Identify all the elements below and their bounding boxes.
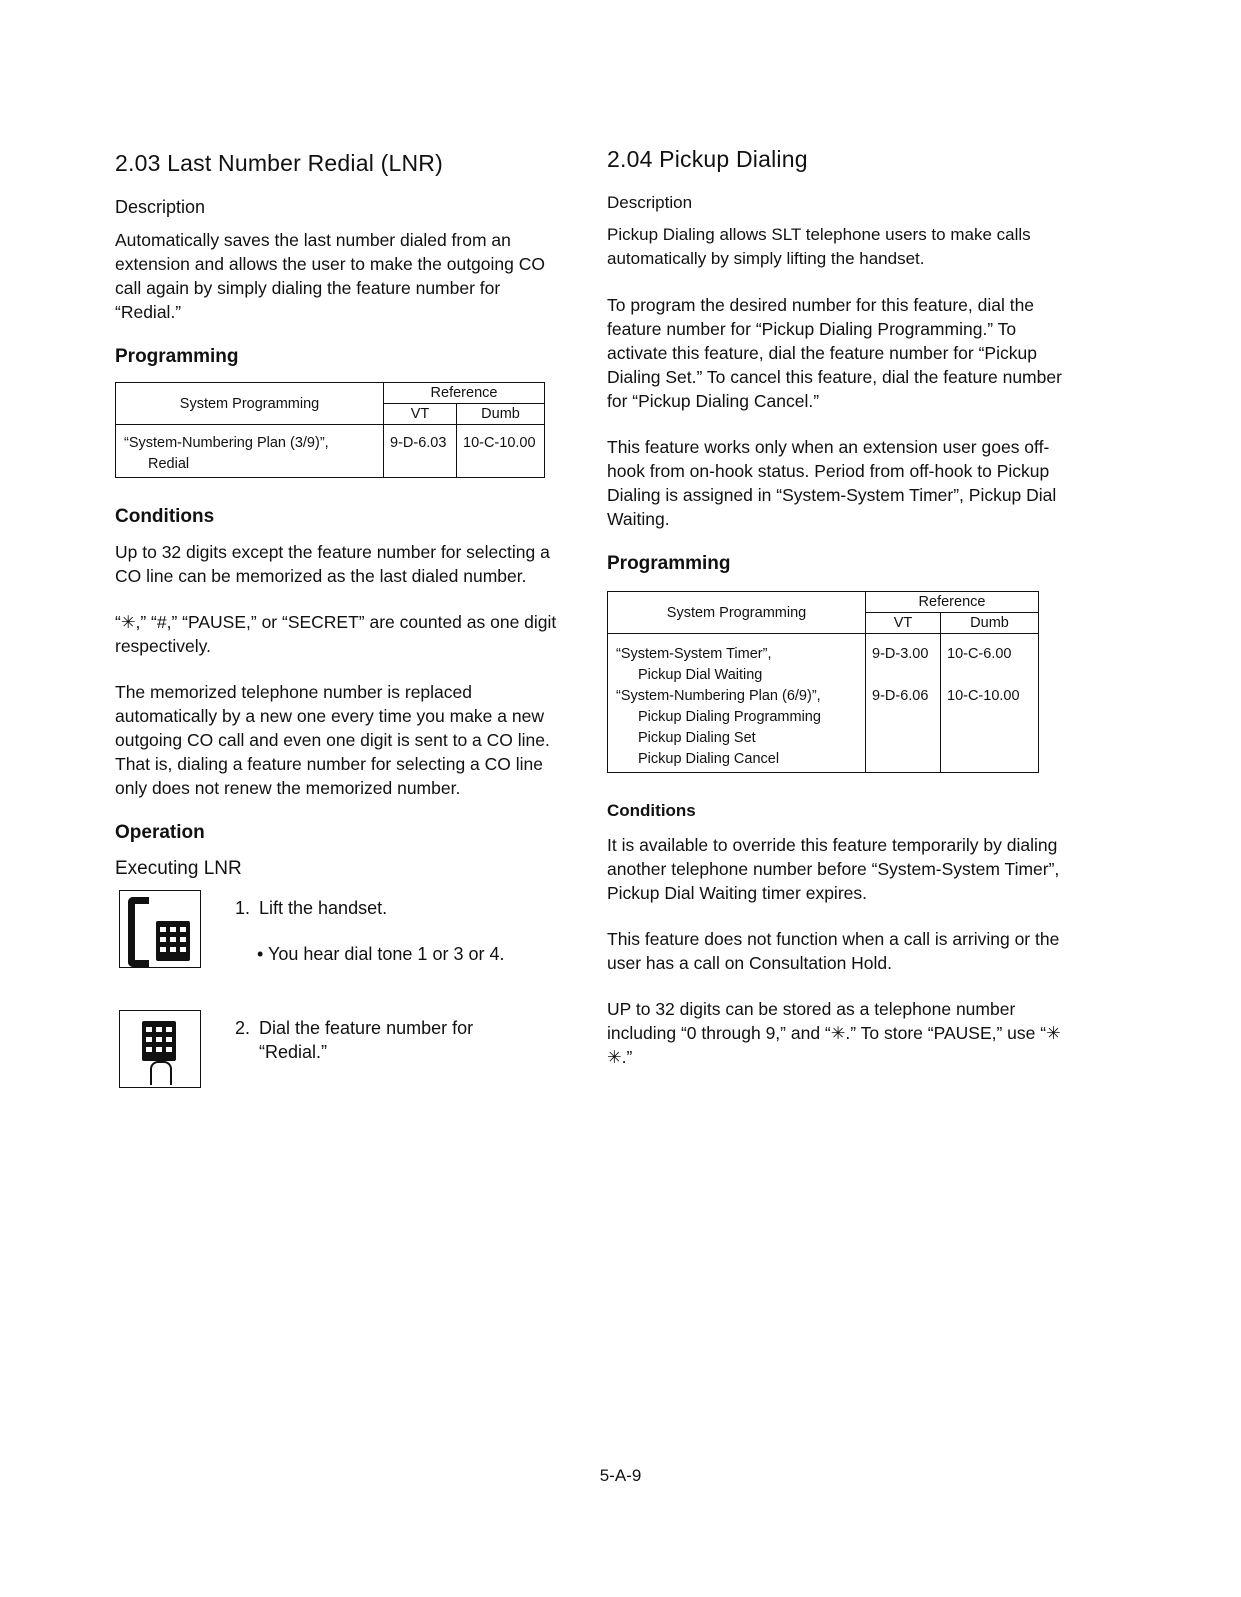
- off-hook-phone-icon: [119, 890, 201, 968]
- row-vt-2: 9-D-6.06: [872, 688, 929, 704]
- keypad-icon: [156, 921, 190, 961]
- row-line: Pickup Dialing Programming: [638, 709, 821, 725]
- conditions-text-3: The memorized telephone number is replaced automatically by a new one every time you make a new outgoing CO call and even one digit is sent to a CO line. That is, dialing a feature number for selecting a CO line only does not renew the memorized number.: [115, 682, 550, 798]
- row-line: “System-Numbering Plan (6/9)”,: [616, 688, 821, 704]
- description-text: Automatically saves the last number dialed from an extension and allows the user to make the outgoing CO call again by simply dialing the feature number for “Redial.”: [115, 230, 545, 322]
- programming-table: [607, 591, 1039, 773]
- row-dumb-1: 10-C-6.00: [947, 646, 1012, 662]
- step-instruction: Dial the feature number for: [259, 1018, 474, 1038]
- description-text-1: Pickup Dialing allows SLT telephone users to make calls automatically by simply lifting the handset.: [607, 225, 1031, 268]
- col-vt: VT: [384, 404, 457, 425]
- operation-step-1: [115, 890, 565, 1002]
- col-dumb: Dumb: [457, 404, 545, 425]
- table-row: [608, 634, 1039, 773]
- finger-icon: [150, 1061, 172, 1085]
- dialing-phone-icon: [119, 1010, 201, 1088]
- programming-heading: Programming: [115, 346, 239, 367]
- description-heading: Description: [115, 197, 206, 217]
- row-line: Pickup Dialing Set: [638, 730, 756, 746]
- row-dumb-2: 10-C-10.00: [947, 688, 1020, 704]
- row-line: “System-Numbering Plan (3/9)”,: [124, 435, 329, 451]
- step-number: 1.: [235, 898, 251, 918]
- conditions-text-1: It is available to override this feature temporarily by dialing another telephone number before “System-System Timer”, Pickup Dial Waiting timer expires.: [607, 835, 1060, 903]
- left-column: [115, 150, 565, 1122]
- row-line: Pickup Dial Waiting: [638, 667, 763, 683]
- row-line: “System-System Timer”,: [616, 646, 772, 662]
- col-system-programming: System Programming: [608, 592, 866, 634]
- programming-table: [115, 382, 545, 478]
- right-column: [607, 146, 1067, 1091]
- row-line: Pickup Dialing Cancel: [638, 751, 780, 767]
- description-text-2: To program the desired number for this feature, dial the feature number for “Pickup Dialing Programming.” To activate this feature, dial the feature number for “Pickup Dialing Set.” To cancel this feature, dial the feature number for “Pickup Dialing Cancel.”: [607, 295, 1062, 411]
- conditions-text-1: Up to 32 digits except the feature number for selecting a CO line can be memorized as the last dialed number.: [115, 542, 550, 586]
- conditions-heading: Conditions: [115, 506, 215, 527]
- col-reference: Reference: [384, 383, 545, 404]
- conditions-text-2: This feature does not function when a call is arriving or the user has a call on Consultation Hold.: [607, 929, 1060, 973]
- step-number: 2.: [235, 1018, 251, 1038]
- handset-icon: [128, 897, 149, 967]
- row-item: [608, 634, 866, 773]
- step-note: • You hear dial tone 1 or 3 or 4.: [257, 944, 505, 964]
- col-vt: VT: [866, 613, 941, 634]
- step-instruction: Lift the handset.: [259, 898, 388, 918]
- col-system-programming: System Programming: [116, 383, 384, 425]
- programming-heading: Programming: [607, 553, 731, 574]
- page-number: 5-A-9: [599, 1466, 642, 1485]
- operation-heading: Operation: [115, 822, 205, 843]
- col-dumb: Dumb: [941, 613, 1039, 634]
- description-heading: Description: [607, 193, 693, 212]
- conditions-text-2: “✳,” “#,” “PAUSE,” or “SECRET” are counted as one digit respectively.: [115, 612, 557, 656]
- step-2-text: [235, 1016, 473, 1064]
- step-1-text: [235, 896, 504, 966]
- section-title-lnr: 2.03 Last Number Redial (LNR): [115, 150, 443, 176]
- row-vt: [866, 634, 941, 773]
- section-title-pickup: 2.04 Pickup Dialing: [607, 146, 808, 172]
- operation-step-2: [115, 1010, 565, 1122]
- keypad-icon: [142, 1021, 176, 1061]
- step-instruction: “Redial.”: [259, 1042, 328, 1062]
- row-dumb: [941, 634, 1039, 773]
- col-reference: Reference: [866, 592, 1039, 613]
- row-vt: 9-D-6.03: [384, 425, 457, 478]
- row-dumb: 10-C-10.00: [457, 425, 545, 478]
- conditions-text-3: UP to 32 digits can be stored as a telephone number including “0 through 9,” and “✳.” To store “PAUSE,” use “✳ ✳.”: [607, 999, 1061, 1067]
- conditions-heading: Conditions: [607, 801, 696, 820]
- row-line: Redial: [148, 456, 190, 472]
- row-vt-1: 9-D-3.00: [872, 646, 929, 662]
- operation-subheading: Executing LNR: [115, 858, 242, 879]
- row-item: [116, 425, 384, 478]
- table-row: [116, 425, 545, 478]
- description-text-3: This feature works only when an extension user goes off-hook from on-hook status. Period from off-hook to Pickup Dialing is assigned in “System-System Timer”, Pickup Dial Waiting.: [607, 437, 1057, 529]
